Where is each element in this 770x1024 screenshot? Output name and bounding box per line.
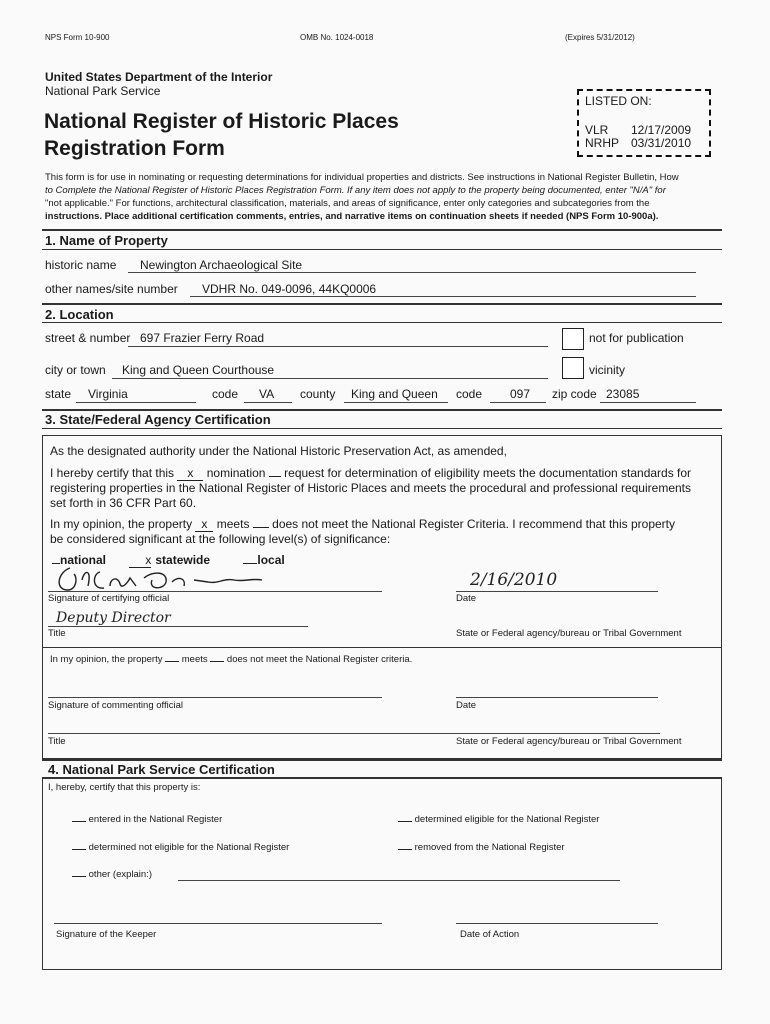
section4-heading: 4. National Park Service Certification bbox=[48, 762, 275, 777]
entered-label: entered in the National Register bbox=[88, 814, 223, 825]
not-for-publication-label: not for publication bbox=[589, 331, 684, 345]
comment-opinion-c: does not meet the National Register criteria. bbox=[226, 654, 413, 665]
nps-certify-statement: I, hereby, certify that this property is: bbox=[48, 782, 201, 793]
not-eligible-mark[interactable] bbox=[72, 849, 86, 850]
state-code-label: code bbox=[212, 387, 239, 401]
option-other bbox=[72, 869, 152, 880]
section3-top-rule bbox=[42, 409, 722, 411]
section4-top-rule bbox=[42, 759, 722, 761]
level-local: local bbox=[257, 553, 285, 567]
certifying-agency-label: State or Federal agency/bureau or Tribal Government bbox=[456, 628, 682, 639]
listed-on-stamp bbox=[577, 89, 711, 157]
certifying-date-handwritten: 2/16/2010 bbox=[470, 570, 558, 590]
state-underline bbox=[76, 402, 196, 403]
city-field[interactable]: King and Queen Courthouse bbox=[122, 363, 275, 377]
vlr-label: VLR bbox=[585, 123, 609, 137]
certify-text-a: I hereby certify that this bbox=[50, 466, 175, 480]
section1-heading: 1. Name of Property bbox=[45, 233, 168, 248]
historic-name-underline bbox=[128, 272, 696, 273]
department-name: United States Department of the Interior bbox=[45, 70, 273, 84]
section1-rule bbox=[42, 249, 722, 250]
expiration-date: (Expires 5/31/2012) bbox=[565, 33, 635, 42]
not-eligible-label: determined not eligible for the National Register bbox=[88, 842, 290, 853]
commenting-title-line bbox=[48, 733, 660, 734]
removed-mark[interactable] bbox=[398, 849, 412, 850]
opinion-line2: be considered significant at the following level(s) of significance: bbox=[50, 532, 391, 546]
historic-name-label: historic name bbox=[45, 258, 117, 272]
option-entered bbox=[72, 814, 222, 825]
section2-top-rule bbox=[42, 303, 722, 305]
other-names-label: other names/site number bbox=[45, 282, 178, 296]
opinion-line1 bbox=[50, 517, 675, 532]
street-underline bbox=[128, 346, 548, 347]
opinion-text-b: meets bbox=[216, 517, 250, 531]
level-national: national bbox=[60, 553, 107, 567]
city-underline bbox=[112, 378, 548, 379]
comment-opinion-line bbox=[50, 654, 412, 665]
section1-top-rule bbox=[42, 229, 722, 231]
section3-heading: 3. State/Federal Agency Certification bbox=[45, 412, 271, 427]
zip-underline bbox=[600, 402, 696, 403]
not-for-publication-checkbox[interactable] bbox=[562, 328, 584, 350]
zip-label: zip code bbox=[552, 387, 597, 401]
other-names-underline bbox=[190, 296, 696, 297]
street-label: street & number bbox=[45, 331, 131, 345]
omb-number: OMB No. 1024-0018 bbox=[300, 33, 374, 42]
form-title-line2: Registration Form bbox=[44, 137, 225, 160]
commenting-signature-line bbox=[48, 697, 382, 698]
opinion-text-c: does not meet the National Register Criteria. I recommend that this property bbox=[272, 517, 675, 531]
certifying-date-line bbox=[456, 591, 658, 592]
state-code-field[interactable]: VA bbox=[259, 387, 275, 401]
commenting-title-label: Title bbox=[48, 736, 66, 747]
county-code-label: code bbox=[456, 387, 483, 401]
request-mark[interactable] bbox=[269, 476, 281, 477]
commenting-date-line bbox=[456, 697, 658, 698]
option-determined-eligible bbox=[398, 814, 599, 825]
zip-field[interactable]: 23085 bbox=[606, 387, 640, 401]
street-field[interactable]: 697 Frazier Ferry Road bbox=[140, 331, 265, 345]
city-label: city or town bbox=[45, 363, 106, 377]
instructions-text bbox=[45, 171, 725, 223]
certifying-signature-label: Signature of certifying official bbox=[48, 593, 170, 604]
certifying-title-handwritten: Deputy Director bbox=[56, 610, 171, 626]
certifying-title-label: Title bbox=[48, 628, 66, 639]
section2-rule bbox=[42, 322, 722, 323]
meets-mark[interactable]: x bbox=[195, 517, 213, 532]
option-removed bbox=[398, 842, 565, 853]
certify-line2: registering properties in the National Register of Historic Places and meets the procedural and professional requirements bbox=[50, 481, 691, 495]
commenting-date-label: Date bbox=[456, 700, 477, 711]
vicinity-label: vicinity bbox=[589, 363, 626, 377]
listed-on-label: LISTED ON: bbox=[585, 94, 652, 108]
date-of-action-line bbox=[456, 923, 658, 924]
removed-label: removed from the National Register bbox=[414, 842, 565, 853]
form-title-line1: National Register of Historic Places bbox=[44, 110, 399, 133]
certify-text-c: request for determination of eligibility meets the documentation standards for bbox=[284, 466, 692, 480]
comment-opinion-a: In my opinion, the property bbox=[50, 654, 163, 665]
certify-line3: set forth in 36 CFR Part 60. bbox=[50, 496, 197, 510]
determined-eligible-mark[interactable] bbox=[398, 821, 412, 822]
instructions-line1: This form is for use in nominating or requesting determinations for individual properties and districts. See instructions in National Register Bulletin, How bbox=[45, 172, 679, 183]
other-mark[interactable] bbox=[72, 876, 86, 877]
vicinity-checkbox[interactable] bbox=[562, 357, 584, 379]
county-code-field[interactable]: 097 bbox=[510, 387, 531, 401]
comment-opinion-b: meets bbox=[181, 654, 208, 665]
section3-rule bbox=[42, 428, 722, 429]
county-label: county bbox=[300, 387, 336, 401]
comment-does-not-meet-mark[interactable] bbox=[210, 661, 224, 662]
instructions-line2: to Complete the National Register of Historic Places Registration Form. If any item does not apply to the property being documented, enter "N/A" for bbox=[45, 185, 666, 196]
historic-name-field[interactable]: Newington Archaeological Site bbox=[140, 258, 303, 272]
state-code-underline bbox=[244, 402, 292, 403]
commenting-signature-label: Signature of commenting official bbox=[48, 700, 184, 711]
instructions-line4: instructions. Place additional certification comments, entries, and narrative items on continuation sheets if needed (NPS Form 10-900a). bbox=[45, 211, 659, 222]
section2-heading: 2. Location bbox=[45, 307, 114, 322]
form-number: NPS Form 10-900 bbox=[45, 33, 110, 42]
certifying-signature-line bbox=[48, 591, 382, 592]
certifying-title-line bbox=[48, 626, 308, 627]
commenting-agency-label: State or Federal agency/bureau or Tribal Government bbox=[456, 736, 682, 747]
comment-meets-mark[interactable] bbox=[165, 661, 179, 662]
certify-text-b: nomination bbox=[206, 466, 266, 480]
level-statewide: statewide bbox=[155, 553, 211, 567]
state-field[interactable]: Virginia bbox=[88, 387, 128, 401]
determined-eligible-label: determined eligible for the National Register bbox=[414, 814, 600, 825]
instructions-line3: "not applicable." For functions, architectural classification, materials, and areas of significance, enter only categories and subcategories from the bbox=[45, 198, 650, 209]
entered-mark[interactable] bbox=[72, 821, 86, 822]
service-name: National Park Service bbox=[45, 84, 161, 98]
option-not-eligible bbox=[72, 842, 289, 853]
certifying-date-label: Date bbox=[456, 593, 477, 604]
other-explain-line[interactable] bbox=[178, 880, 620, 881]
statewide-mark[interactable]: x bbox=[129, 553, 151, 568]
authority-statement: As the designated authority under the National Historic Preservation Act, as amended, bbox=[50, 444, 507, 458]
certify-line1 bbox=[50, 466, 691, 481]
does-not-meet-mark[interactable] bbox=[253, 527, 269, 528]
opinion-text-a: In my opinion, the property bbox=[50, 517, 193, 531]
state-label: state bbox=[45, 387, 72, 401]
vlr-date: 12/17/2009 bbox=[631, 123, 692, 137]
county-field[interactable]: King and Queen bbox=[351, 387, 438, 401]
keeper-signature-label: Signature of the Keeper bbox=[56, 929, 157, 940]
other-names-field[interactable]: VDHR No. 049-0096, 44KQ0006 bbox=[202, 282, 377, 296]
county-underline bbox=[344, 402, 448, 403]
county-code-underline bbox=[490, 402, 546, 403]
keeper-signature-line bbox=[54, 923, 382, 924]
nrhp-label: NRHP bbox=[585, 136, 620, 150]
other-label: other (explain:) bbox=[88, 869, 153, 880]
nomination-mark[interactable]: x bbox=[177, 466, 203, 481]
date-of-action-label: Date of Action bbox=[460, 929, 520, 940]
nrhp-date: 03/31/2010 bbox=[631, 136, 692, 150]
